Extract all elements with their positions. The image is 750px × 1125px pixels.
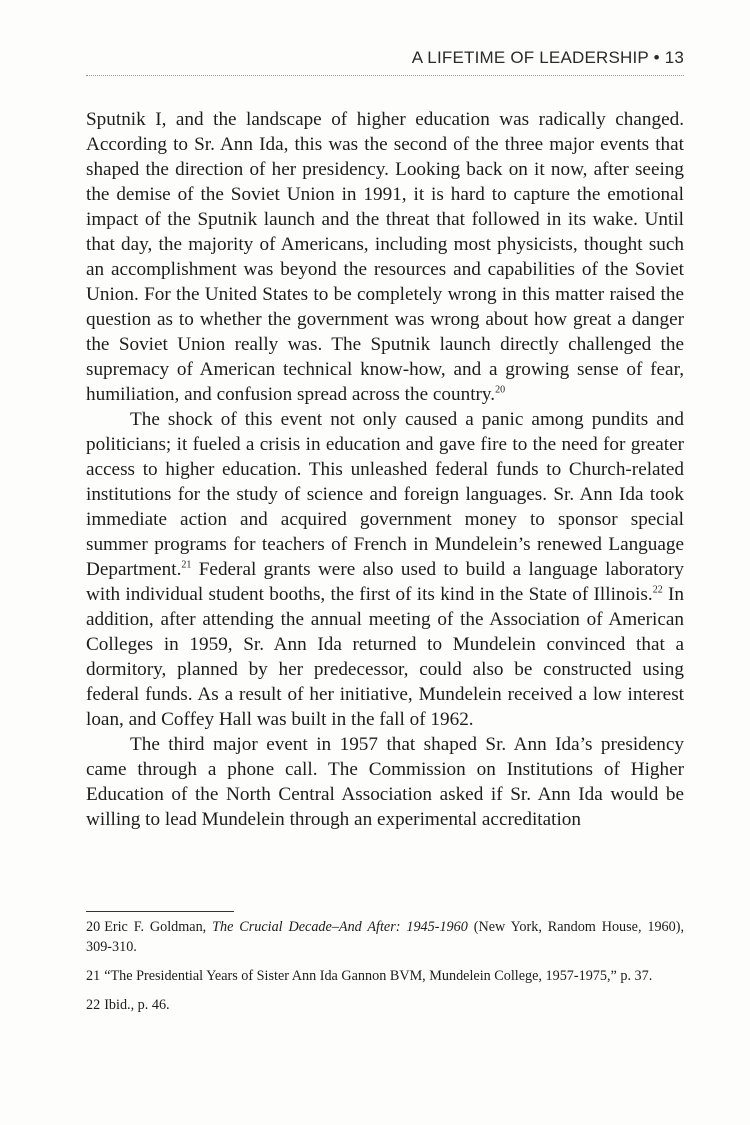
- footnote-22: [86, 995, 684, 1015]
- footnote-book-title: The Crucial Decade–And After: 1945-1960: [212, 919, 468, 935]
- footnote-number: 22: [86, 997, 101, 1013]
- footnote-number: 21: [86, 968, 101, 984]
- paragraph-2: [86, 407, 684, 732]
- footnote-text: Ibid., p. 46.: [104, 997, 170, 1013]
- footnote-21: [86, 966, 684, 986]
- footnote-ref-22[interactable]: 22: [652, 584, 663, 596]
- footnote-ref-21[interactable]: 21: [181, 559, 192, 571]
- paragraph-2-text-c: In addition, after attending the annual meeting of the Association of American Colleges in 1959, Sr. Ann Ida returned to Mundelein convinced that a dormitory, planned by her predecessor, could also be constructed using federal funds. As a result of her initiative, Mundelein received a low interest loan, and Coffey Hall was built in the fall of 1962.: [86, 584, 684, 730]
- header-rule: [86, 75, 684, 76]
- paragraph-2-text-b: Federal grants were also used to build a language laboratory with individual student booths, the first of its kind in the State of Illinois.: [86, 559, 684, 605]
- footnotes: [86, 917, 684, 1024]
- footnote-text: “The Presidential Years of Sister Ann Ida Gannon BVM, Mundelein College, 1957-1975,” p. 37.: [104, 968, 653, 984]
- footnote-20: [86, 917, 684, 957]
- footnote-text: Eric F. Goldman,: [104, 919, 213, 935]
- footnote-number: 20: [86, 919, 101, 935]
- paragraph-1: [86, 107, 684, 407]
- body-text: [86, 107, 684, 832]
- page-number: 13: [664, 48, 684, 67]
- footnote-text: (New York, Random House, 1960), 309-310.: [86, 919, 685, 955]
- header-separator: •: [653, 48, 660, 67]
- paragraph-1-text: Sputnik I, and the landscape of higher education was radically changed. According to Sr. Ann Ida, this was the second of the three major events that shaped the direction of her presidency. Looking back on it now, after seeing the demise of the Soviet Union in 1991, it is hard to capture the emotional impact of the Sputnik launch and the threat that followed in its wake. Until that day, the majority of Americans, including most physicists, thought such an accomplishment was beyond the resources and capabilities of the Soviet Union. For the United States to be completely wrong in this matter raised the question as to whether the government was wrong about how great a danger the Soviet Union really was. The Sputnik launch directly challenged the supremacy of American technical know-how, and a growing sense of fear, humiliation, and confusion spread across the country.: [86, 109, 684, 405]
- footnote-ref-20[interactable]: 20: [495, 384, 506, 396]
- running-head: [86, 48, 684, 68]
- paragraph-3: [86, 732, 684, 832]
- paragraph-2-text-a: The shock of this event not only caused a panic among pundits and politicians; it fueled a crisis in education and gave fire to the need for greater access to higher education. This unleashed federal funds to Church-related institutions for the study of science and foreign languages. Sr. Ann Ida took immediate action and acquired government money to sponsor special summer programs for teachers of French in Mundelein’s renewed Language Department.: [86, 409, 684, 580]
- paragraph-3-text: The third major event in 1957 that shaped Sr. Ann Ida’s presidency came through a phone call. The Commission on Institutions of Higher Education of the North Central Association asked if Sr. Ann Ida would be willing to lead Mundelein through an experimental accreditation: [86, 734, 684, 830]
- footnote-rule: [86, 911, 234, 912]
- running-title: A LIFETIME OF LEADERSHIP: [411, 48, 649, 67]
